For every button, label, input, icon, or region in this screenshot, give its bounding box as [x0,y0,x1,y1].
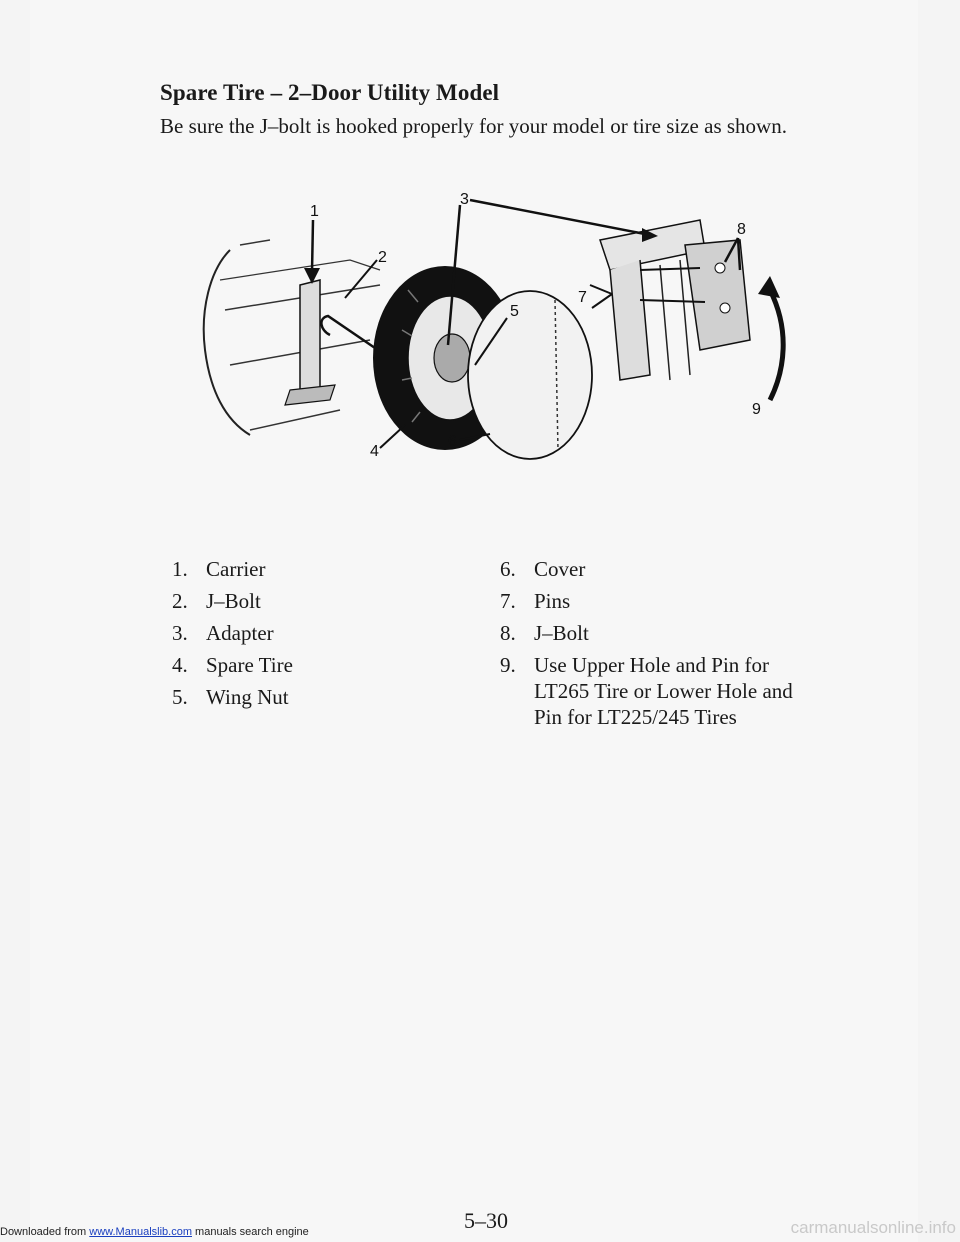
legend-item: 9. Use Upper Hole and Pin for LT265 Tire or Lower Hole and Pin for LT225/245 Tires [500,653,793,729]
callout-7: 7 [578,289,587,306]
footer-prefix: Downloaded from [0,1226,90,1238]
callout-1: 1 [310,203,319,220]
illustration-svg [180,190,800,480]
legend-item: 6. Cover [500,557,586,581]
callout-4: 4 [370,443,379,460]
callout-5: 5 [510,303,519,320]
callout-6: 6 [448,433,457,450]
legend-item: 3. Adapter [172,621,274,645]
footer-suffix: manuals search engine [191,1226,309,1238]
watermark: carmanualsonline.info [790,1218,956,1237]
legend-item: 2. J–Bolt [172,589,261,613]
legend-left-column [172,556,472,716]
legend-right-column [500,556,820,736]
legend-item: 5. Wing Nut [172,685,289,709]
callout-3: 3 [460,191,469,208]
manualslib-link[interactable]: www.Manualslib.com [89,1226,192,1238]
intro-text: Be sure the J–bolt is hooked properly for your model or tire size as shown. [160,114,787,138]
download-footer [0,1226,309,1238]
legend-item: 4. Spare Tire [172,653,293,677]
spare-tire-illustration [180,190,800,480]
callout-9: 9 [752,401,761,418]
section-title: Spare Tire – 2–Door Utility Model [160,80,500,105]
legend-item: 7. Pins [500,589,571,613]
legend-item: 1. Carrier [172,557,266,581]
callout-2: 2 [378,249,387,266]
callout-8: 8 [737,221,746,238]
page-number: 5–30 [464,1208,508,1233]
legend-item: 8. J–Bolt [500,621,589,645]
